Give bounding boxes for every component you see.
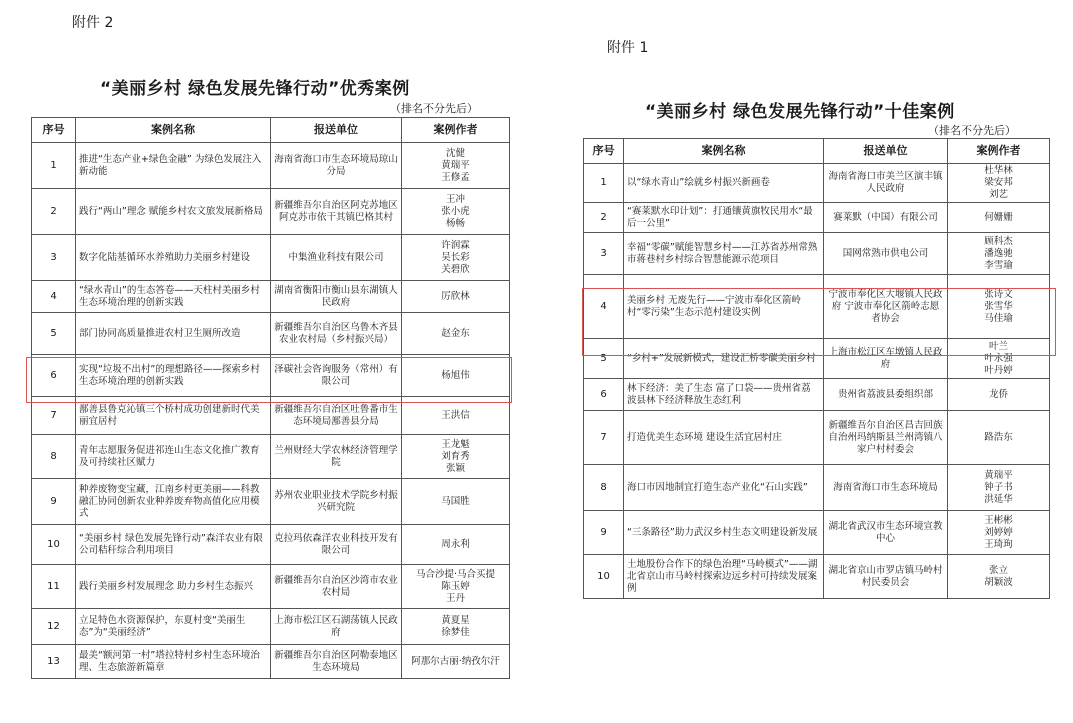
case-name: “美丽乡村 绿色发展先锋行动”森洋农业有限公司秸秆综合利用项目 xyxy=(76,525,271,565)
table-row xyxy=(584,465,1050,511)
submitting-unit: 海南省海口市美兰区演丰镇人民政府 xyxy=(824,164,948,203)
author-name: 洪延华 xyxy=(984,493,1013,505)
case-name: 幸福“零碳”赋能智慧乡村——江苏省苏州常熟市蒋巷村乡村综合智慧能源示范项目 xyxy=(624,233,824,275)
author-name: 黄夏星 xyxy=(441,614,470,626)
header-authors: 案例作者 xyxy=(948,139,1050,164)
row-number: 11 xyxy=(32,565,76,609)
header-authors: 案例作者 xyxy=(402,118,510,143)
right-case-table xyxy=(583,138,1050,599)
case-name: “赛莱默水印计划”：打通镶黄旗牧民用水“最后一公里” xyxy=(624,203,824,233)
row-number: 8 xyxy=(584,465,624,511)
table-row xyxy=(584,411,1050,465)
row-number: 4 xyxy=(32,281,76,313)
case-name: 鄯善县鲁克沁镇三个桥村成功创建新时代美丽宜居村 xyxy=(76,397,271,435)
author-name: 顾科杰 xyxy=(984,235,1013,247)
left-document-title: “美丽乡村 绿色发展先锋行动”优秀案例 xyxy=(100,79,410,99)
submitting-unit: 国网常熟市供电公司 xyxy=(824,233,948,275)
table-row xyxy=(32,235,510,281)
table-row xyxy=(584,233,1050,275)
right-attachment-label: 附件 1 xyxy=(607,40,649,56)
author-name: 陈玉婷 xyxy=(441,580,470,592)
table-row xyxy=(584,164,1050,203)
table-row xyxy=(32,645,510,679)
case-name: “绿水青山”的生态答卷——天柱村美丽乡村生态环境治理的创新实践 xyxy=(76,281,271,313)
header-unit: 报送单位 xyxy=(824,139,948,164)
case-name: 践行“两山”理念 赋能乡村农文旅发展新格局 xyxy=(76,189,271,235)
case-name: 数字化陆基循环水养殖助力美丽乡村建设 xyxy=(76,235,271,281)
row-number: 5 xyxy=(32,313,76,355)
submitting-unit: 新疆维吾尔自治区沙湾市农业农村局 xyxy=(271,565,402,609)
author-name: 黄瑞平 xyxy=(984,469,1013,481)
case-name: 种养废物变宝藏，江南乡村更美丽——科教融汇协同创新农业种养废弃物高值化应用模式 xyxy=(76,479,271,525)
author-name: 王冲 xyxy=(445,193,465,205)
table-row xyxy=(584,511,1050,555)
submitting-unit: 宁波市奉化区大堰镇人民政府 宁波市奉化区箭岭志愿者协会 xyxy=(824,275,948,339)
case-authors xyxy=(948,511,1050,555)
table-header-row xyxy=(32,118,510,143)
author-name: 钟子书 xyxy=(984,481,1013,493)
left-attachment-label: 附件 2 xyxy=(72,15,114,31)
author-name: 王琦珣 xyxy=(984,538,1013,550)
case-authors xyxy=(402,189,510,235)
author-name: 路浩东 xyxy=(984,431,1013,443)
submitting-unit: 贵州省荔波县委组织部 xyxy=(824,379,948,411)
case-name: 部门协同高质量推进农村卫生厕所改造 xyxy=(76,313,271,355)
author-name: 吴长彩 xyxy=(441,251,470,263)
row-number: 10 xyxy=(584,555,624,599)
row-number: 10 xyxy=(32,525,76,565)
author-name: 张诗文 xyxy=(984,288,1013,300)
author-name: 张小虎 xyxy=(441,205,470,217)
table-row xyxy=(32,609,510,645)
table-row xyxy=(32,565,510,609)
case-authors xyxy=(948,233,1050,275)
case-authors xyxy=(402,143,510,189)
author-name: 张雪华 xyxy=(984,300,1013,312)
table-row xyxy=(584,379,1050,411)
author-name: 何姗姗 xyxy=(984,211,1013,223)
submitting-unit: 新疆维吾尔自治区吐鲁番市生态环境局鄯善县分局 xyxy=(271,397,402,435)
submitting-unit: 新疆维吾尔自治区昌吉回族自治州玛纳斯县兰州湾镇八家户村村委会 xyxy=(824,411,948,465)
case-authors xyxy=(948,164,1050,203)
case-name: 土地股份合作下的绿色治理“马岭模式”——湖北省京山市马岭村探索边远乡村可持续发展案例 xyxy=(624,555,824,599)
header-case-name: 案例名称 xyxy=(624,139,824,164)
author-name: 杜华林 xyxy=(984,165,1013,176)
author-name: 马佳瑜 xyxy=(984,312,1013,324)
table-row xyxy=(32,189,510,235)
right-row-4-highlight xyxy=(582,288,1056,356)
case-authors xyxy=(948,379,1050,411)
header-number: 序号 xyxy=(584,139,624,164)
submitting-unit: 新疆维吾尔自治区阿勒泰地区生态环境局 xyxy=(271,645,402,679)
author-name: 赵金东 xyxy=(441,327,470,339)
table-row xyxy=(32,479,510,525)
author-name: 厉欣林 xyxy=(441,290,470,302)
case-authors xyxy=(948,555,1050,599)
submitting-unit: 上海市松江区车墩镇人民政府 xyxy=(824,339,948,379)
case-authors xyxy=(402,435,510,479)
author-name: 刘艺 xyxy=(988,189,1008,200)
submitting-unit: 新疆维吾尔自治区乌鲁木齐县农业农村局（乡村振兴局） xyxy=(271,313,402,355)
author-name: 王修孟 xyxy=(441,171,470,183)
row-number: 2 xyxy=(584,203,624,233)
author-name: 徐梦佳 xyxy=(441,626,470,638)
case-authors xyxy=(402,281,510,313)
header-number: 序号 xyxy=(32,118,76,143)
author-name: 刘婷婷 xyxy=(984,526,1013,538)
author-name: 龙侨 xyxy=(988,388,1008,400)
case-name: 实现“垃圾不出村”的理想路径——探索乡村生态环境治理的创新实践 xyxy=(76,355,271,397)
left-ranking-note: （排名不分先后） xyxy=(390,102,478,115)
author-name: 张立 xyxy=(988,564,1008,576)
row-number: 3 xyxy=(32,235,76,281)
table-row xyxy=(584,203,1050,233)
row-number: 6 xyxy=(32,355,76,397)
author-name: 周永利 xyxy=(441,538,470,550)
case-name: “乡村+”发展新模式，建设汇桥零碳美丽乡村 xyxy=(624,339,824,379)
table-header-row xyxy=(584,139,1050,164)
row-number: 4 xyxy=(584,275,624,339)
author-name: 胡颖波 xyxy=(984,576,1013,588)
row-number: 6 xyxy=(584,379,624,411)
left-row-6-highlight xyxy=(26,357,512,403)
case-authors xyxy=(948,465,1050,511)
header-case-name: 案例名称 xyxy=(76,118,271,143)
row-number: 12 xyxy=(32,609,76,645)
author-name: 李雪瑜 xyxy=(984,259,1013,271)
row-number: 13 xyxy=(32,645,76,679)
author-name: 杨畅 xyxy=(445,217,465,229)
submitting-unit: 海南省海口市生态环境局 xyxy=(824,465,948,511)
author-name: 王彬彬 xyxy=(984,514,1013,526)
row-number: 1 xyxy=(584,164,624,203)
submitting-unit: 湖北省武汉市生态环境宣教中心 xyxy=(824,511,948,555)
case-name: 践行美丽乡村发展理念 助力乡村生态振兴 xyxy=(76,565,271,609)
header-unit: 报送单位 xyxy=(271,118,402,143)
submitting-unit: 中集渔业科技有限公司 xyxy=(271,235,402,281)
submitting-unit: 泽碳社会咨询服务（常州）有限公司 xyxy=(271,355,402,397)
case-authors xyxy=(948,203,1050,233)
row-number: 3 xyxy=(584,233,624,275)
case-authors xyxy=(402,313,510,355)
submitting-unit: 湖南省衡阳市衡山县东湖镇人民政府 xyxy=(271,281,402,313)
author-name: 关碧欣 xyxy=(441,263,470,275)
case-name: 海口市因地制宜打造生态产业化“石山实践” xyxy=(624,465,824,511)
right-ranking-note: （排名不分先后） xyxy=(928,124,1016,137)
submitting-unit: 苏州农业职业技术学院乡村振兴研究院 xyxy=(271,479,402,525)
author-name: 潘逸驰 xyxy=(984,247,1013,259)
row-number: 7 xyxy=(584,411,624,465)
row-number: 9 xyxy=(32,479,76,525)
submitting-unit: 海南省海口市生态环境局琼山分局 xyxy=(271,143,402,189)
author-name: 马合沙提·马合买提 xyxy=(415,568,496,580)
case-authors xyxy=(402,609,510,645)
case-authors xyxy=(402,479,510,525)
author-name: 杨旭伟 xyxy=(441,369,470,381)
case-authors xyxy=(402,525,510,565)
author-name: 刘育秀 xyxy=(441,450,470,462)
table-row xyxy=(32,435,510,479)
table-row xyxy=(32,143,510,189)
submitting-unit: 新疆维吾尔自治区阿克苏地区阿克苏市依干其镇巴格其村 xyxy=(271,189,402,235)
case-name: 推进“生态产业+绿色金融” 为绿色发展注入新动能 xyxy=(76,143,271,189)
right-document-title: “美丽乡村 绿色发展先锋行动”十佳案例 xyxy=(645,102,955,122)
author-name: 叶兰 xyxy=(988,340,1008,352)
row-number: 2 xyxy=(32,189,76,235)
author-name: 张颖 xyxy=(445,462,465,474)
author-name: 许润霖 xyxy=(441,239,470,251)
case-authors xyxy=(402,235,510,281)
case-name: 美丽乡村 无废先行——宁波市奉化区箭岭村“零污染”生态示范村建设实例 xyxy=(624,275,824,339)
row-number: 7 xyxy=(32,397,76,435)
submitting-unit: 兰州财经大学农林经济管理学院 xyxy=(271,435,402,479)
table-row xyxy=(584,555,1050,599)
submitting-unit: 湖北省京山市罗店镇马岭村村民委员会 xyxy=(824,555,948,599)
case-name: 立足特色水资源保护，东夏村变“美丽生态”为“美丽经济” xyxy=(76,609,271,645)
author-name: 沈健 xyxy=(445,147,465,159)
submitting-unit: 赛莱默（中国）有限公司 xyxy=(824,203,948,233)
row-number: 8 xyxy=(32,435,76,479)
case-name: 打造优美生态环境 建设生活宜居村庄 xyxy=(624,411,824,465)
author-name: 王丹 xyxy=(445,592,465,604)
case-name: “三条路径”助力武汉乡村生态文明建设新发展 xyxy=(624,511,824,555)
author-name: 叶丹婷 xyxy=(984,364,1013,376)
case-name: 林下经济：美了生态 富了口袋——贵州省荔波县林下经济释放生态红利 xyxy=(624,379,824,411)
case-name: 青年志愿服务促进祁连山生态文化推广教育及可持续社区赋力 xyxy=(76,435,271,479)
row-number: 5 xyxy=(584,339,624,379)
submitting-unit: 克拉玛依森洋农业科技开发有限公司 xyxy=(271,525,402,565)
row-number: 9 xyxy=(584,511,624,555)
author-name: 梁安邦 xyxy=(984,177,1013,188)
author-name: 阿那尔古丽·纳孜尔汗 xyxy=(411,655,500,667)
table-row xyxy=(32,313,510,355)
row-number: 1 xyxy=(32,143,76,189)
case-name: 以“绿水青山”绘就乡村振兴新画卷 xyxy=(624,164,824,203)
author-name: 黄瑞平 xyxy=(441,159,470,171)
case-authors xyxy=(402,565,510,609)
table-row xyxy=(32,281,510,313)
author-name: 马国胜 xyxy=(441,495,470,507)
case-authors xyxy=(402,645,510,679)
case-name: 最美“额河第一村”塔拉特村乡村生态环境治理、生态旅游新篇章 xyxy=(76,645,271,679)
case-authors xyxy=(948,411,1050,465)
table-row xyxy=(32,525,510,565)
author-name: 叶永强 xyxy=(984,352,1013,364)
author-name: 王龙魁 xyxy=(441,438,470,450)
submitting-unit: 上海市松江区石湖荡镇人民政府 xyxy=(271,609,402,645)
author-name: 王洪信 xyxy=(441,409,470,421)
